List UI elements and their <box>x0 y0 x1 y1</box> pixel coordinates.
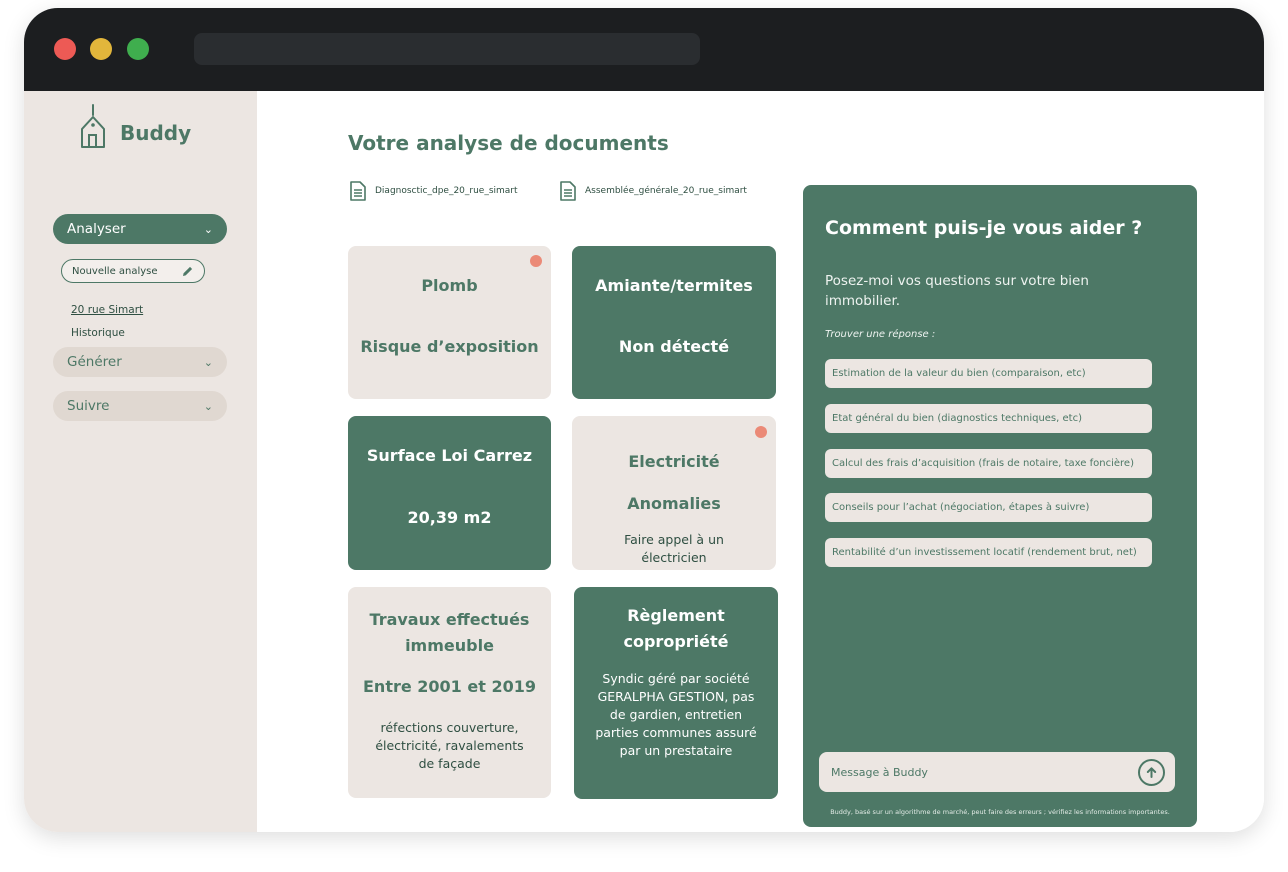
arrow-up-icon <box>1145 766 1158 779</box>
document-icon <box>349 181 367 201</box>
card-detail: Faire appel à un électricien <box>624 532 724 565</box>
card-value: Entre 2001 et 2019 <box>363 677 536 696</box>
card-title: Amiante/termites <box>595 276 753 295</box>
card-reglement-copropriete[interactable] <box>574 587 778 799</box>
card-travaux[interactable] <box>348 587 551 798</box>
pencil-icon <box>181 265 194 278</box>
address-bar[interactable] <box>194 33 700 65</box>
house-tag-logo-icon <box>78 103 108 151</box>
card-title: Travaux effectués immeuble <box>369 610 530 655</box>
new-analysis-button[interactable] <box>61 259 205 283</box>
card-surface-loi-carrez[interactable] <box>348 416 551 570</box>
main-content <box>257 91 1264 832</box>
new-analysis-label: Nouvelle analyse <box>72 265 158 277</box>
nav-analyser[interactable] <box>53 214 227 244</box>
chevron-down-icon: ⌄ <box>203 355 213 369</box>
nav-generer[interactable] <box>53 347 227 377</box>
alert-indicator <box>530 255 542 267</box>
document-icon <box>559 181 577 201</box>
browser-window <box>24 8 1264 832</box>
alert-indicator <box>755 426 767 438</box>
nav-analyser-label: Analyser <box>67 221 126 237</box>
card-value: Non détecté <box>618 337 730 356</box>
sidebar-item-20-rue-simart[interactable]: 20 rue Simart <box>71 304 144 316</box>
chat-subtitle: Posez-moi vos questions sur votre bien immobilier. <box>825 273 1089 309</box>
card-title: Surface Loi Carrez <box>366 446 533 465</box>
chat-input-bar <box>819 752 1175 792</box>
nav-suivre[interactable] <box>53 391 227 421</box>
chat-title: Comment puis-je vous aider ? <box>825 217 1143 239</box>
suggestion-rentabilite[interactable]: Rentabilité d’un investissement locatif (rendement brut, net) <box>825 538 1152 567</box>
card-value: Anomalies <box>627 494 721 513</box>
sidebar-item-historique[interactable]: Historique <box>71 327 125 339</box>
minimize-window-button[interactable] <box>90 38 112 60</box>
send-button[interactable] <box>1138 759 1165 786</box>
suggestion-etat-general[interactable]: Etat général du bien (diagnostics techniques, etc) <box>825 404 1152 433</box>
maximize-window-button[interactable] <box>127 38 149 60</box>
chevron-down-icon: ⌄ <box>203 222 213 236</box>
suggestion-estimation[interactable]: Estimation de la valeur du bien (comparaison, etc) <box>825 359 1152 388</box>
card-value: 20,39 m2 <box>407 508 492 527</box>
card-title: Règlement copropriété <box>623 606 729 651</box>
message-input[interactable] <box>829 765 1123 780</box>
suggestion-frais-acquisition[interactable]: Calcul des frais d’acquisition (frais de notaire, taxe foncière) <box>825 449 1152 478</box>
card-detail: réfections couverture, électricité, ravalements de façade <box>375 720 524 771</box>
document-chip-assemblee[interactable] <box>559 181 747 201</box>
document-chip-dpe[interactable] <box>349 181 518 201</box>
chat-hint: Trouver une réponse : <box>825 329 936 340</box>
brand-name: Buddy <box>120 121 192 145</box>
document-name: Diagnosctic_dpe_20_rue_simart <box>375 186 518 196</box>
card-value: Risque d’exposition <box>360 337 539 356</box>
document-name: Assemblée_générale_20_rue_simart <box>585 186 747 196</box>
suggestion-conseils-achat[interactable]: Conseils pour l’achat (négociation, étapes à suivre) <box>825 493 1152 522</box>
title-bar <box>24 8 1264 91</box>
card-plomb[interactable] <box>348 246 551 399</box>
nav-generer-label: Générer <box>67 354 122 370</box>
card-title: Electricité <box>628 452 720 471</box>
close-window-button[interactable] <box>54 38 76 60</box>
card-detail: Syndic géré par société GERALPHA GESTION, pas de gardien, entretien parties communes assuré par un prestataire <box>595 671 757 758</box>
chevron-down-icon: ⌄ <box>203 399 213 413</box>
chat-panel <box>803 185 1197 827</box>
card-electricite[interactable] <box>572 416 776 570</box>
card-amiante-termites[interactable] <box>572 246 776 399</box>
sidebar <box>24 91 257 832</box>
page-title: Votre analyse de documents <box>348 131 669 155</box>
card-title: Plomb <box>421 276 478 295</box>
nav-suivre-label: Suivre <box>67 398 110 414</box>
chat-disclaimer: Buddy, basé sur un algorithme de marché, peut faire des erreurs ; vérifiez les informations importantes. <box>830 808 1170 816</box>
